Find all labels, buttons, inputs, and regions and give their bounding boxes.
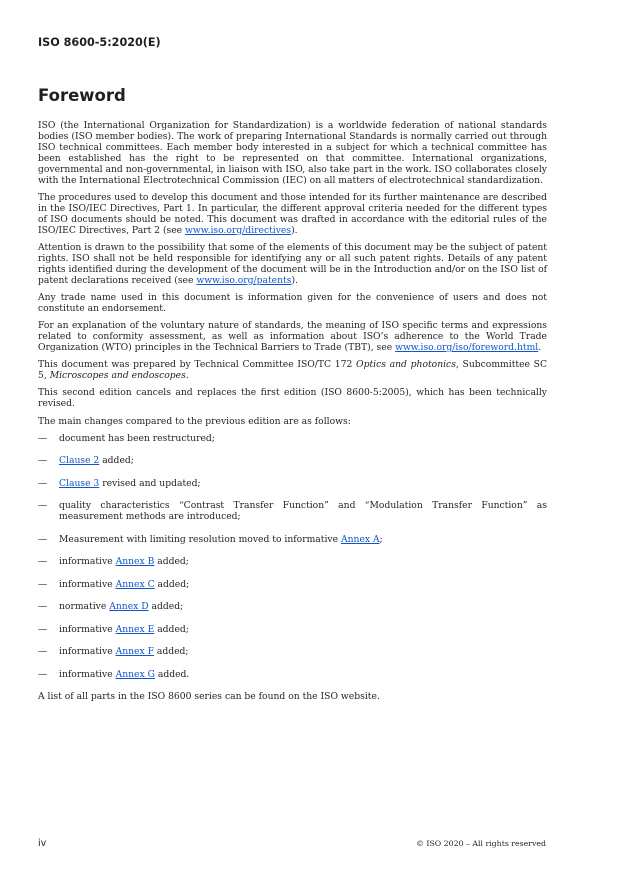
- dash-bullet: —: [38, 646, 48, 658]
- changes-list: [38, 434, 547, 681]
- list-item-text: revised and updated;: [99, 477, 201, 489]
- paragraph-text: ISO (the International Organization for Standardization) is a worldwide federation of national standards bodies (ISO member bodies). The work of preparing International Standards is normally carried out through ISO technical committees. Each member body interested in a subject for which a technical committee has been established has the right to be represented on that committee. International organizations, governmental and non-governmental, in liaison with ISO, also take part in the work. ISO collaborates closely with the International Electrotechnical Commission (IEC) on all matters of electrotechnical standardization.: [38, 120, 547, 186]
- list-item: [38, 501, 547, 523]
- paragraph-text: The main changes compared to the previous edition are as follows:: [38, 415, 351, 427]
- list-item: [38, 670, 547, 681]
- annex-c-link[interactable]: Annex C: [115, 578, 155, 590]
- paragraph-main-changes: [38, 417, 547, 428]
- list-item: [38, 580, 547, 591]
- paragraph-text: Attention is drawn to the possibility that some of the elements of this document may be the subject of patent rights. ISO shall not be held responsible for identifying any or all such patent rights. Details of any patent rights identified during the development of the document will be in the Introduction and/or on the ISO list of patent declarations received (see: [38, 241, 547, 286]
- list-item-text: informative: [59, 646, 116, 658]
- annex-f-link[interactable]: Annex F: [115, 646, 154, 658]
- list-item-text: informative: [59, 668, 116, 680]
- paragraph-text: The procedures used to develop this document and those intended for its further maintenance are described in the ISO/IEC Directives, Part 1. In particular, the different approval criteria needed for the different types of ISO documents should be noted. This document was drafted in accordance with the editorial rules of the ISO/IEC Directives, Part 2 (see: [38, 191, 547, 236]
- committee-name: Optics and photonics: [356, 359, 456, 371]
- list-item-text: added.: [154, 668, 190, 680]
- paragraph-text: .: [538, 341, 542, 353]
- page-title: Foreword: [38, 86, 126, 105]
- page-number: iv: [38, 838, 47, 849]
- list-item-text: normative: [59, 601, 110, 613]
- paragraph-text: For an explanation of the voluntary nature of standards, the meaning of ISO specific terms and expressions related to conformity assessment, as well as information about ISO’s adherence to the World Trade Organization (WTO) principles in the Technical Barriers to Trade (TBT), see: [38, 320, 547, 353]
- list-item-text: informative: [59, 578, 116, 590]
- list-item: [38, 557, 547, 568]
- dash-bullet: —: [38, 578, 48, 590]
- list-item-text: quality characteristics “Contrast Transfer Function” and “Modulation Transfer Function” as measurement methods are introduced;: [59, 500, 547, 523]
- list-item-text: ;: [379, 533, 383, 545]
- list-item: [38, 625, 547, 636]
- list-item-text: document has been restructured;: [59, 432, 215, 444]
- annex-b-link[interactable]: Annex B: [115, 556, 155, 568]
- list-item-text: added;: [154, 623, 189, 635]
- dash-bullet: —: [38, 500, 48, 512]
- foreword-body: [38, 121, 547, 710]
- paragraph-committee: [38, 360, 547, 382]
- paragraph-trade-name: [38, 293, 547, 315]
- list-item-text: Measurement with limiting resolution moved to informative: [59, 533, 341, 545]
- document-id-header: ISO 8600-5:2020(E): [38, 36, 161, 49]
- dash-bullet: —: [38, 477, 48, 489]
- list-item-text: added;: [153, 646, 189, 658]
- foreword-link[interactable]: www.iso.org/iso/foreword.html: [395, 341, 539, 353]
- copyright-notice: © ISO 2020 – All rights reserved: [416, 839, 546, 848]
- list-item-text: informative: [59, 556, 116, 568]
- paragraph-text: , Subcommittee SC 5,: [38, 359, 547, 382]
- dash-bullet: —: [38, 533, 48, 545]
- dash-bullet: —: [38, 432, 48, 444]
- paragraph-edition: [38, 388, 547, 410]
- list-item-text: informative: [59, 623, 116, 635]
- dash-bullet: —: [38, 455, 48, 467]
- list-item: [38, 602, 547, 613]
- directives-link[interactable]: www.iso.org/directives: [185, 224, 292, 236]
- paragraph-text: Any trade name used in this document is information given for the convenience of users and does not constitute an endorsement.: [38, 291, 547, 314]
- paragraph-procedures: [38, 193, 547, 237]
- paragraph-parts-list: [38, 692, 547, 703]
- paragraph-text: ).: [291, 274, 298, 286]
- list-item: [38, 434, 547, 445]
- patents-link[interactable]: www.iso.org/patents: [196, 274, 292, 286]
- dash-bullet: —: [38, 601, 48, 613]
- annex-e-link[interactable]: Annex E: [115, 623, 155, 635]
- annex-a-link[interactable]: Annex A: [340, 533, 380, 545]
- list-item: [38, 456, 547, 467]
- clause-3-link[interactable]: Clause 3: [59, 477, 100, 489]
- paragraph-text: This second edition cancels and replaces the first edition (ISO 8600-5:2005), which has been technically revised.: [38, 387, 547, 410]
- paragraph-text: A list of all parts in the ISO 8600 series can be found on the ISO website.: [38, 691, 380, 703]
- list-item-text: added;: [154, 556, 189, 568]
- dash-bullet: —: [38, 556, 48, 568]
- paragraph-text: ).: [291, 224, 298, 236]
- dash-bullet: —: [38, 668, 48, 680]
- list-item-text: added;: [99, 455, 134, 467]
- paragraph-patents: [38, 243, 547, 287]
- clause-2-link[interactable]: Clause 2: [59, 455, 100, 467]
- paragraph-text: This document was prepared by Technical Committee ISO/TC 172: [38, 359, 357, 371]
- paragraph-text: .: [185, 370, 189, 382]
- annex-g-link[interactable]: Annex G: [115, 668, 155, 680]
- subcommittee-name: Microscopes and endoscopes: [49, 370, 186, 382]
- list-item-text: added;: [154, 578, 190, 590]
- dash-bullet: —: [38, 623, 48, 635]
- list-item: [38, 479, 547, 490]
- annex-d-link[interactable]: Annex D: [109, 601, 149, 613]
- list-item: [38, 535, 547, 546]
- list-item-text: added;: [148, 601, 184, 613]
- list-item: [38, 647, 547, 658]
- paragraph-iso-overview: [38, 121, 547, 186]
- paragraph-voluntary-nature: [38, 321, 547, 354]
